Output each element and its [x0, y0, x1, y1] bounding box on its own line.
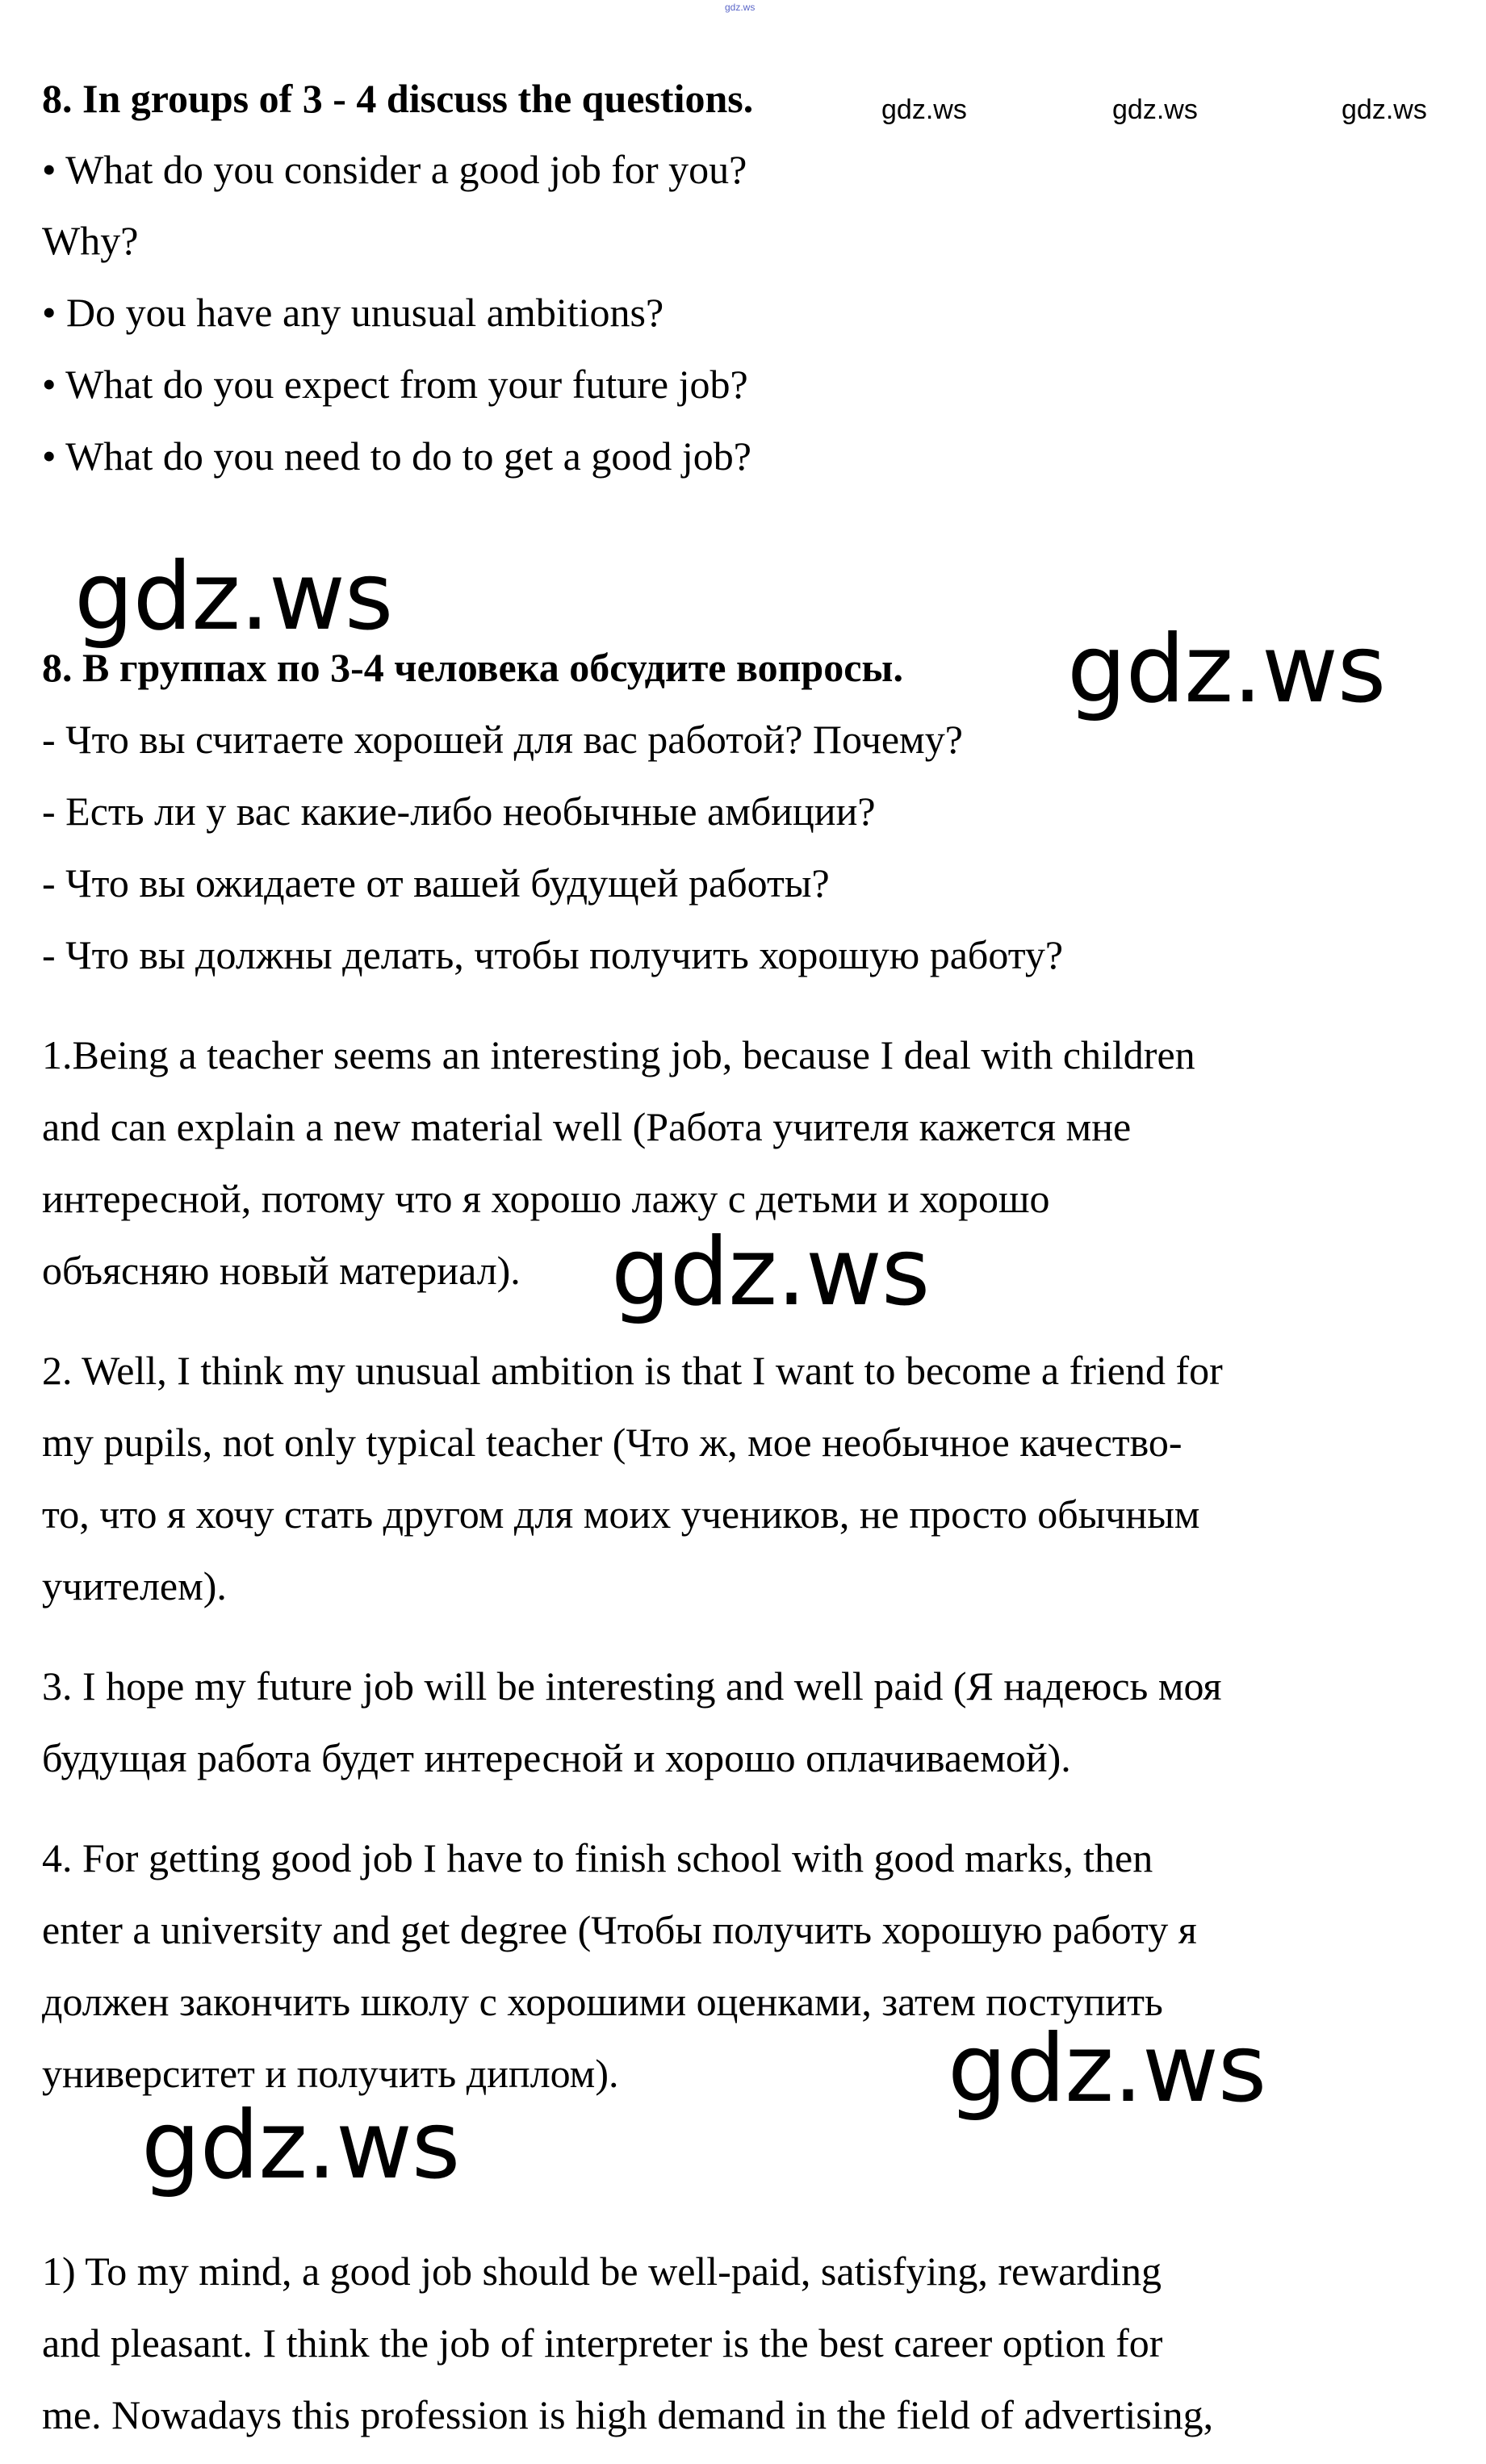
question-4-en: • What do you need to do to get a good job?: [42, 433, 751, 479]
answer-1-line: 1.Being a teacher seems an interesting job, because I deal with children: [42, 1032, 1195, 1077]
question-1-en-continued: Why?: [42, 218, 139, 263]
essay-line: me. Nowadays this profession is high demand in the field of advertising,: [42, 2392, 1214, 2437]
task-heading-en: 8. In groups of 3 - 4 discuss the questions.: [42, 76, 754, 121]
question-1-ru: - Что вы считаете хорошей для вас работой? Почему?: [42, 717, 963, 762]
answer-1-line: объясняю новый материал).: [42, 1248, 521, 1293]
question-3-ru: - Что вы ожидаете от вашей будущей работы?: [42, 860, 830, 906]
answer-2-line: то, что я хочу стать другом для моих учеников, не просто обычным: [42, 1491, 1200, 1537]
watermark-small: gdz.ws: [1112, 94, 1198, 125]
answer-3-line: 3. I hope my future job will be interesting and well paid (Я надеюсь моя: [42, 1663, 1222, 1709]
answer-4-line: enter a university and get degree (Чтобы получить хорошую работу я: [42, 1907, 1197, 1952]
watermark-large: gdz.ws: [1067, 615, 1386, 724]
answer-1-line: and can explain a new material well (Работа учителя кажется мне: [42, 1104, 1132, 1149]
question-4-ru: - Что вы должны делать, чтобы получить хорошую работу?: [42, 932, 1064, 977]
watermark-small: gdz.ws: [1342, 94, 1427, 125]
answer-1-line: интересной, потому что я хорошо лажу с детьми и хорошо: [42, 1176, 1050, 1221]
question-3-en: • What do you expect from your future job?: [42, 362, 748, 407]
watermark-small: gdz.ws: [881, 94, 967, 125]
answer-4-line: 4. For getting good job I have to finish school with good marks, then: [42, 1835, 1153, 1880]
task-heading-ru: 8. В группах по 3-4 человека обсудите вопросы.: [42, 645, 903, 690]
watermark-large: gdz.ws: [611, 1218, 930, 1327]
watermark-large: gdz.ws: [141, 2091, 460, 2200]
answer-4-line: должен закончить школу с хорошими оценками, затем поступить: [42, 1979, 1163, 2024]
question-2-en: • Do you have any unusual ambitions?: [42, 290, 664, 335]
question-1-en: • What do you consider a good job for you?: [42, 147, 747, 192]
watermark-large: gdz.ws: [74, 542, 393, 651]
answer-3-line: будущая работа будет интересной и хорошо оплачиваемой).: [42, 1735, 1071, 1780]
answer-2-line: 2. Well, I think my unusual ambition is that I want to become a friend for: [42, 1348, 1223, 1393]
answer-2-line: my pupils, not only typical teacher (Что ж, мое необычное качество-: [42, 1420, 1183, 1465]
watermark-large: gdz.ws: [948, 2014, 1266, 2123]
essay-line: and pleasant. I think the job of interpreter is the best career option for: [42, 2320, 1163, 2366]
header-watermark: gdz.ws: [725, 2, 756, 13]
answer-2-line: учителем).: [42, 1563, 227, 1609]
essay-line: 1) To my mind, a good job should be well-paid, satisfying, rewarding: [42, 2249, 1162, 2294]
answer-4-line: университет и получить диплом).: [42, 2051, 619, 2096]
question-2-ru: - Есть ли у вас какие-либо необычные амбиции?: [42, 789, 876, 834]
